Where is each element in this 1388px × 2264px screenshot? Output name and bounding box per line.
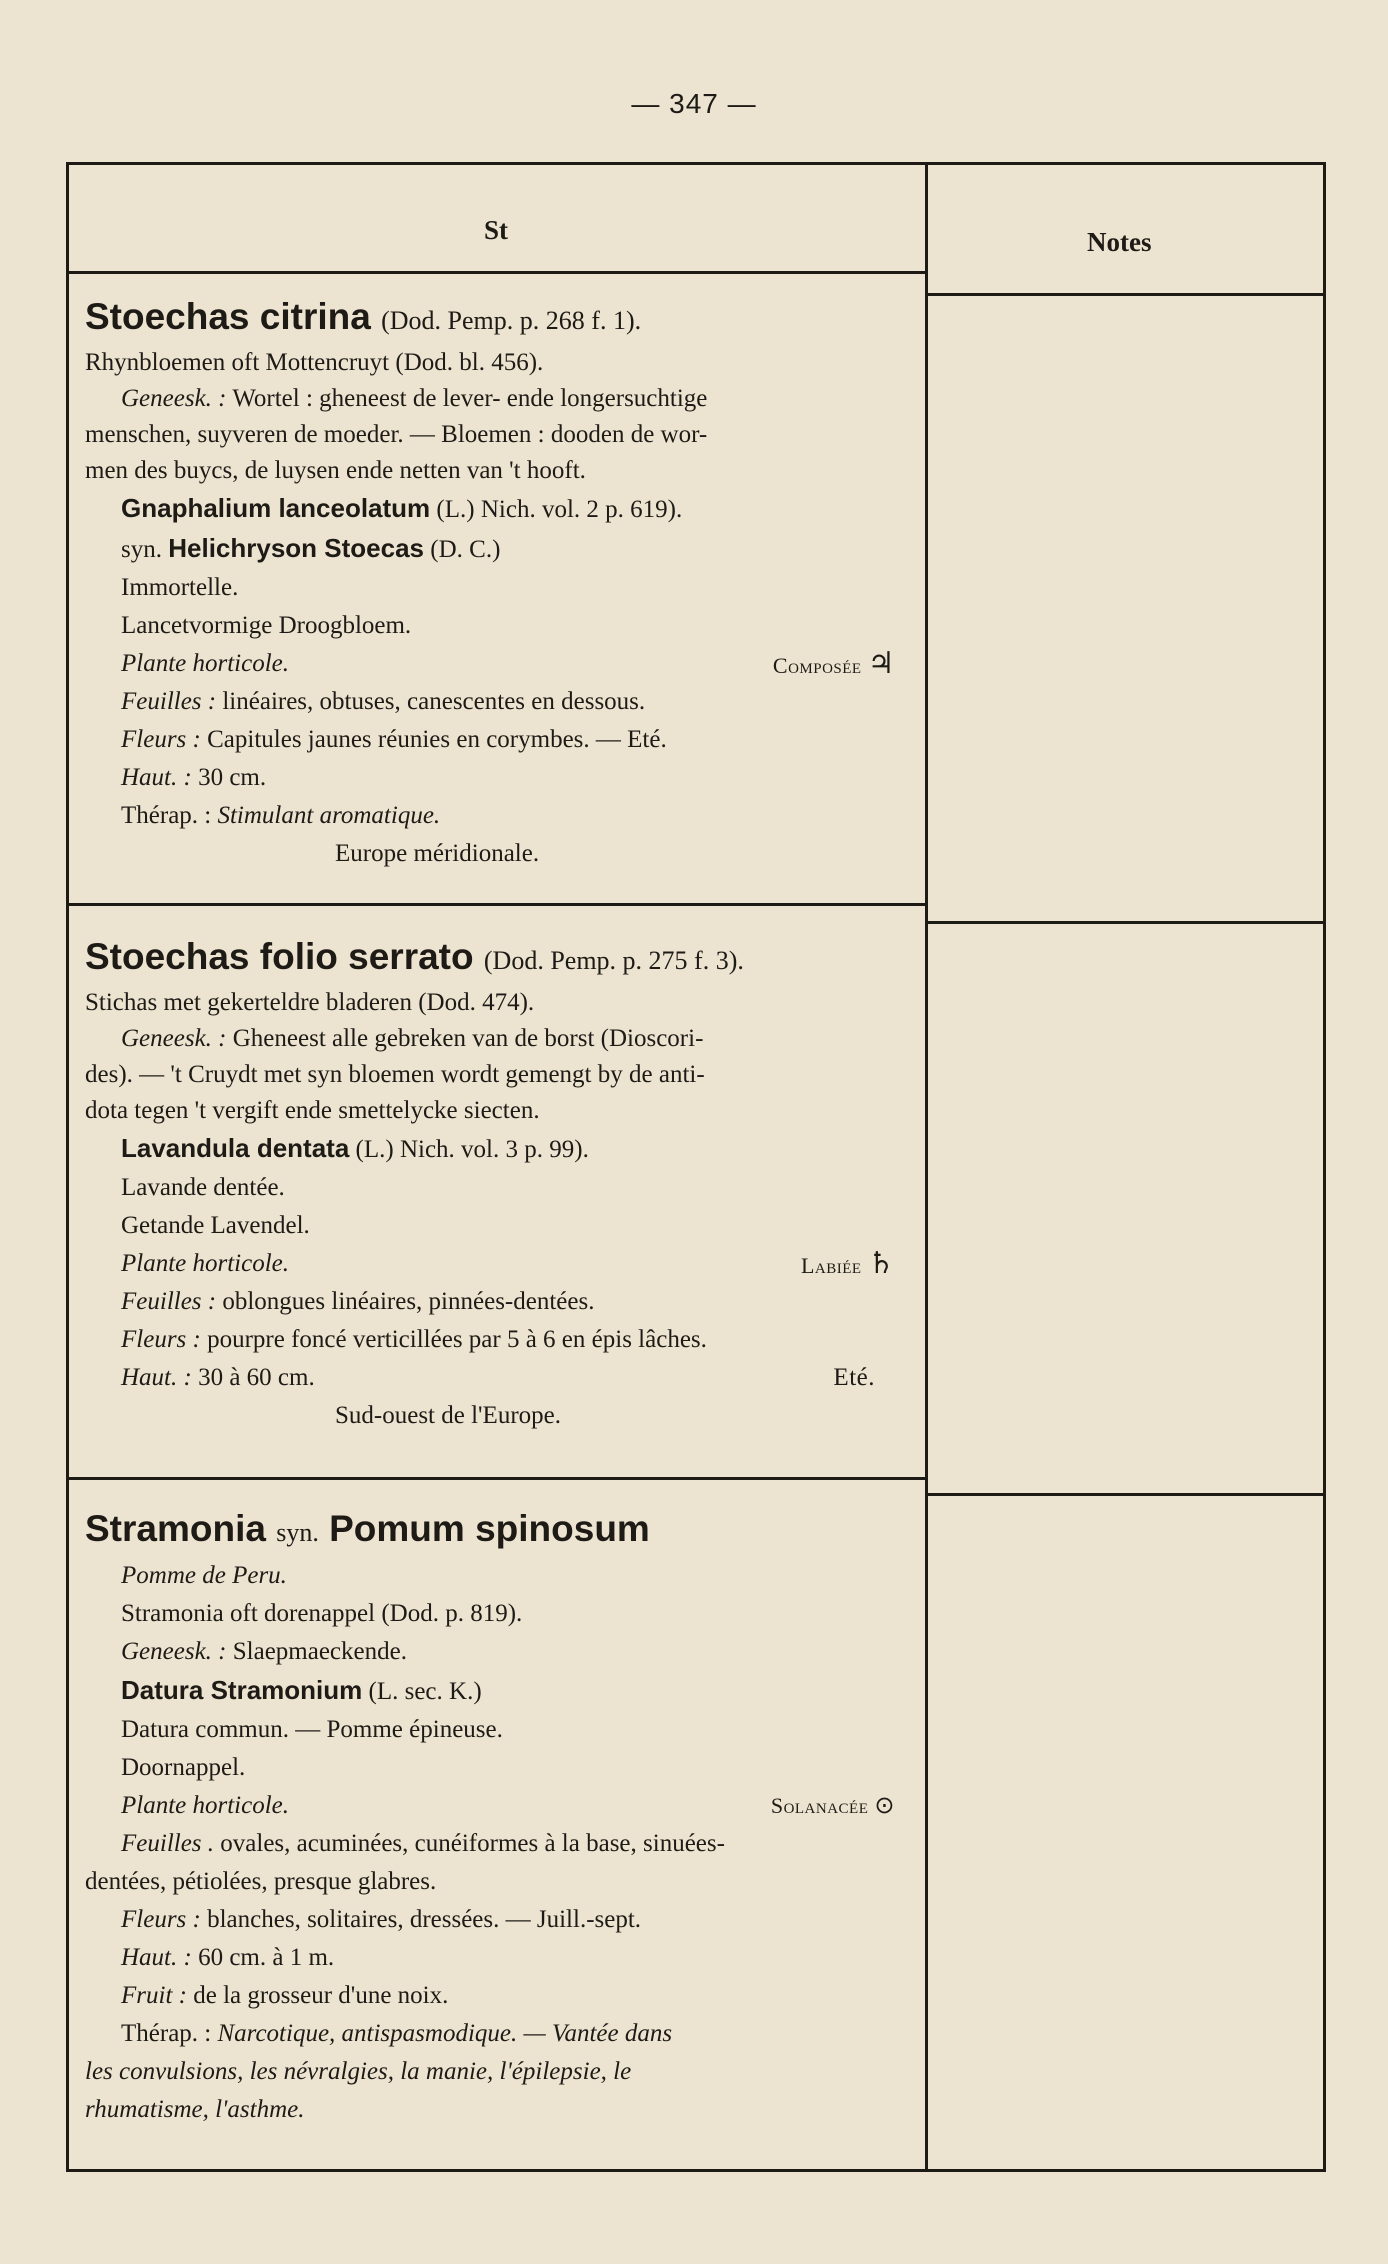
family-label: Labiée ♄ [800, 1247, 895, 1280]
french-name: Datura commun. — Pomme épineuse. [121, 1716, 503, 1743]
entry-stoechas-folio-serrato [85, 933, 915, 1435]
flowers-line: Fleurs : pourpre foncé verticillées par 5 à 6 en épis lâches. [121, 1326, 707, 1353]
synonym: syn. Helichryson Stoecas (D. C.) [121, 533, 501, 563]
therapy-line-continued: les convulsions, les névralgies, la manie, l'épilepsie, le [85, 2058, 632, 2085]
height-line: Haut. : 60 cm. à 1 m. [121, 1944, 335, 1971]
notes-rule [928, 1493, 1323, 1496]
leaves-line: Feuilles : linéaires, obtuses, canescentes en dessous. [121, 688, 646, 715]
season: Eté. [833, 1364, 875, 1391]
entry-line: Rhynbloemen oft Mottencruyt (Dod. bl. 456). [85, 349, 544, 376]
entry-line: Geneesk. : Slaepmaeckende. [121, 1638, 407, 1665]
leaves-line: Feuilles : oblongues linéaires, pinnées-dentées. [121, 1288, 595, 1315]
therapy-line: Thérap. : Narcotique, antispasmodique. — Vantée dans [121, 2020, 673, 2047]
shrub-symbol-icon: ♄ [867, 1247, 895, 1280]
entry-line: Stichas met gekerteldre bladeren (Dod. 474). [85, 989, 535, 1016]
origin-line: Sud-ouest de l'Europe. [335, 1402, 561, 1429]
dutch-name: Doornappel. [121, 1754, 246, 1781]
notes-rule [928, 921, 1323, 924]
plant-type: Plante horticole. Composée ♃ [85, 645, 915, 683]
header-rule-left [69, 271, 925, 274]
origin-line: Europe méridionale. [335, 840, 540, 867]
entry-stoechas-citrina [85, 293, 915, 873]
flowers-line: Fleurs : Capitules jaunes réunies en corymbes. — Eté. [121, 726, 667, 753]
fruit-line: Fruit : de la grosseur d'une noix. [121, 1982, 449, 2009]
french-name: Immortelle. [121, 574, 239, 601]
dutch-name: Getande Lavendel. [121, 1212, 310, 1239]
family-label: Composée ♃ [772, 647, 895, 680]
entry-stramonia [85, 1505, 915, 2129]
entry-line: men des buycs, de luysen ende netten van 't hooft. [85, 457, 586, 484]
height-line: Haut. : 30 à 60 cm. Eté. [85, 1359, 915, 1397]
family-label: Solanacée ⊙ [770, 1793, 895, 1819]
annual-symbol-icon: ⊙ [874, 1793, 895, 1819]
plant-type: Plante horticole. Solanacée ⊙ [85, 1787, 915, 1825]
leaves-line: Feuilles . ovales, acuminées, cunéiformes à la base, sinuées- [121, 1830, 725, 1857]
entry-table [66, 162, 1326, 2172]
flowers-line: Fleurs : blanches, solitaires, dressées. — Juill.-sept. [121, 1906, 642, 1933]
entry-line: des). — 't Cruydt met syn bloemen wordt gemengt by de anti- [85, 1061, 705, 1088]
page-number: — 347 — [631, 88, 757, 119]
entry-line: Geneesk. : Wortel : gheneest de lever- ende longersuchtige [121, 385, 708, 412]
plant-type: Plante horticole. Labiée ♄ [85, 1245, 915, 1283]
latin-name: Lavandula dentata (L.) Nich. vol. 3 p. 99). [121, 1133, 589, 1163]
entry-line: Geneesk. : Gheneest alle gebreken van de borst (Dioscori- [121, 1025, 704, 1052]
leaves-line-continued: dentées, pétiolées, presque glabres. [85, 1868, 437, 1895]
latin-name: Gnaphalium lanceolatum (L.) Nich. vol. 2 p. 619). [121, 493, 683, 523]
entry-rule [69, 1477, 925, 1480]
entry-title: Stoechas folio serrato (Dod. Pemp. p. 275 f. 3). [85, 936, 744, 977]
header-rule-right [928, 293, 1323, 296]
therapy-line-continued: rhumatisme, l'asthme. [85, 2096, 305, 2123]
entry-title: Stoechas citrina (Dod. Pemp. p. 268 f. 1). [85, 296, 642, 337]
therapy-line: Thérap. : Stimulant aromatique. [121, 802, 441, 829]
entry-line: Pomme de Peru. [121, 1562, 287, 1589]
french-name: Lavande dentée. [121, 1174, 285, 1201]
dutch-name: Lancetvormige Droogbloem. [121, 612, 412, 639]
column-header-notes: Notes [1087, 227, 1152, 257]
entry-line: Stramonia oft dorenappel (Dod. p. 819). [121, 1600, 523, 1627]
perennial-symbol-icon: ♃ [867, 647, 895, 680]
entry-rule [69, 903, 925, 906]
height-line: Haut. : 30 cm. [121, 764, 267, 791]
column-header-st: St [484, 215, 509, 245]
entry-title: Stramonia syn. Pomum spinosum [85, 1508, 650, 1549]
entry-line: menschen, suyveren de moeder. — Bloemen : dooden de wor- [85, 421, 708, 448]
column-divider [925, 165, 928, 2169]
entry-line: dota tegen 't vergift ende smettelycke siecten. [85, 1097, 540, 1124]
latin-name: Datura Stramonium (L. sec. K.) [121, 1675, 482, 1705]
